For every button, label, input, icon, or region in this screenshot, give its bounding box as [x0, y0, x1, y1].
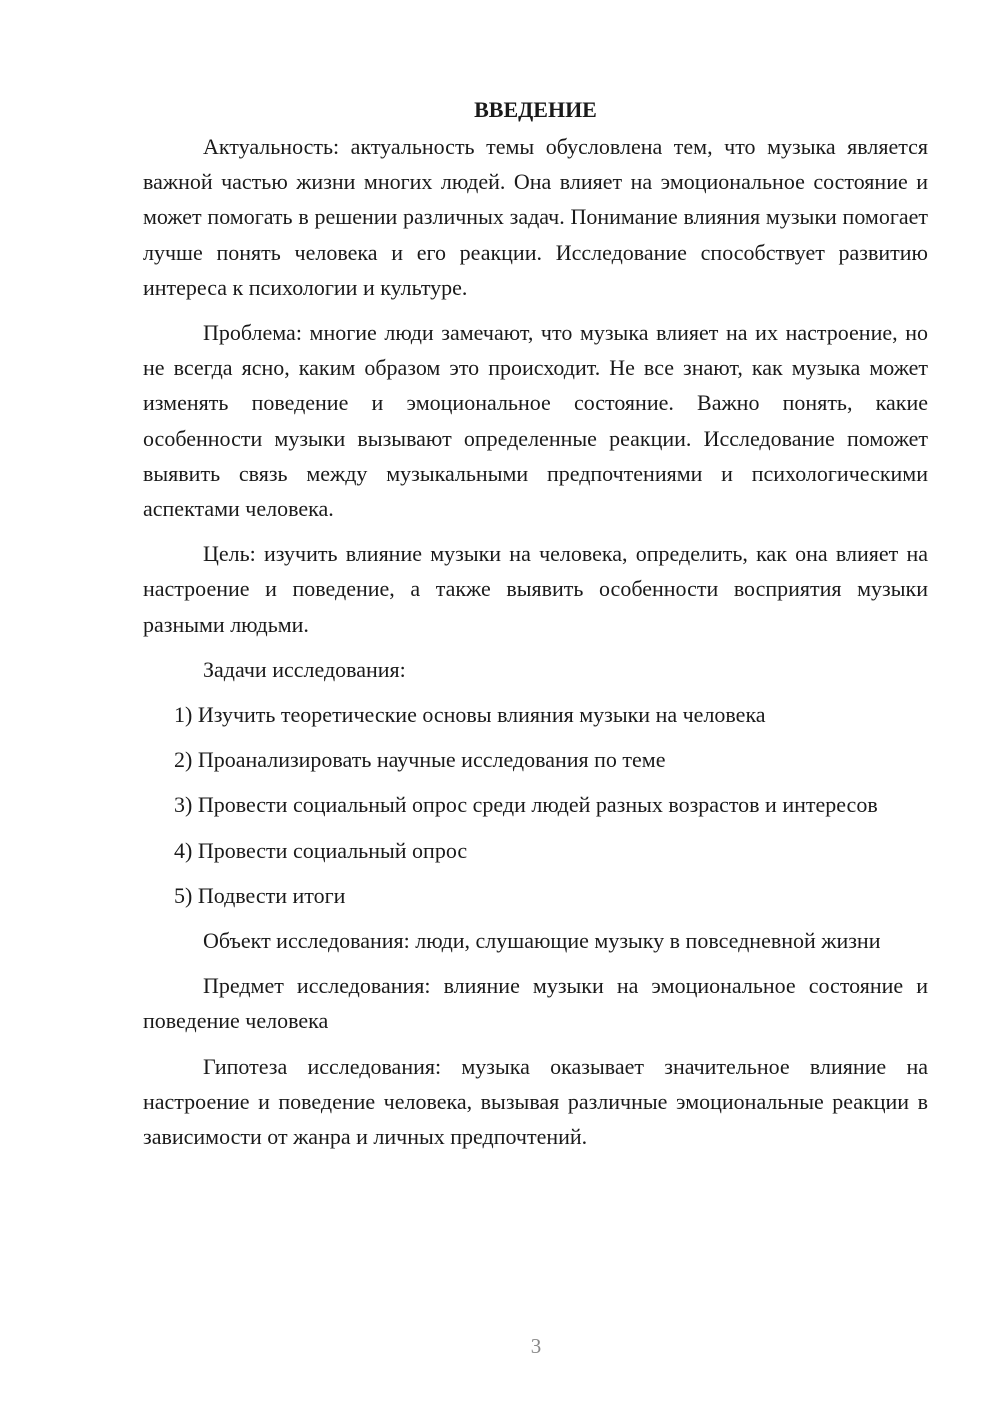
problem-paragraph: Проблема: многие люди замечают, что музыка влияет на их настроение, но не всегда ясно, каким образом это происходит. Не все знают, как музыка может изменять поведение и эмоциональное состояние. Важно понять, какие особенности музыки вызывают определенные реакции. Исследование поможет выявить связь между музыкальными предпочтениями и психологическими аспектами человека.	[143, 320, 928, 522]
relevance-paragraph: Актуальность: актуальность темы обусловлена тем, что музыка является важной частью жизни многих людей. Она влияет на эмоциональное состояние и может помогать в решении различных задач. Понимание влияния музыки помогает лучше понять человека и его реакции. Исследование способствует развитию интереса к психологии и культуре.	[143, 134, 928, 300]
goal-paragraph: Цель: изучить влияние музыки на человека, определить, как она влияет на настроение и поведение, а также выявить особенности восприятия музыки разными людьми.	[143, 541, 928, 637]
page-number: 3	[530, 1334, 542, 1358]
tasks-label: Задачи исследования:	[203, 656, 406, 682]
document-page	[143, 92, 928, 1164]
task-item: 3) Провести социальный опрос среди людей разных возрастов и интересов	[174, 792, 878, 818]
task-item: 2) Проанализировать научные исследования по теме	[174, 747, 666, 773]
subject-paragraph: Предмет исследования: влияние музыки на эмоциональное состояние и поведение человека	[143, 973, 928, 1034]
task-item: 5) Подвести итоги	[174, 882, 346, 908]
object-paragraph: Объект исследования: люди, слушающие музыку в повседневной жизни	[203, 928, 881, 954]
task-item: 1) Изучить теоретические основы влияния музыки на человека	[174, 702, 766, 728]
page-title: ВВЕДЕНИЕ	[474, 97, 597, 122]
task-item: 4) Провести социальный опрос	[174, 837, 468, 863]
hypothesis-paragraph: Гипотеза исследования: музыка оказывает значительное влияние на настроение и поведение человека, вызывая различные эмоциональные реакции в зависимости от жанра и личных предпочтений.	[143, 1053, 928, 1150]
tasks-list	[143, 697, 928, 913]
